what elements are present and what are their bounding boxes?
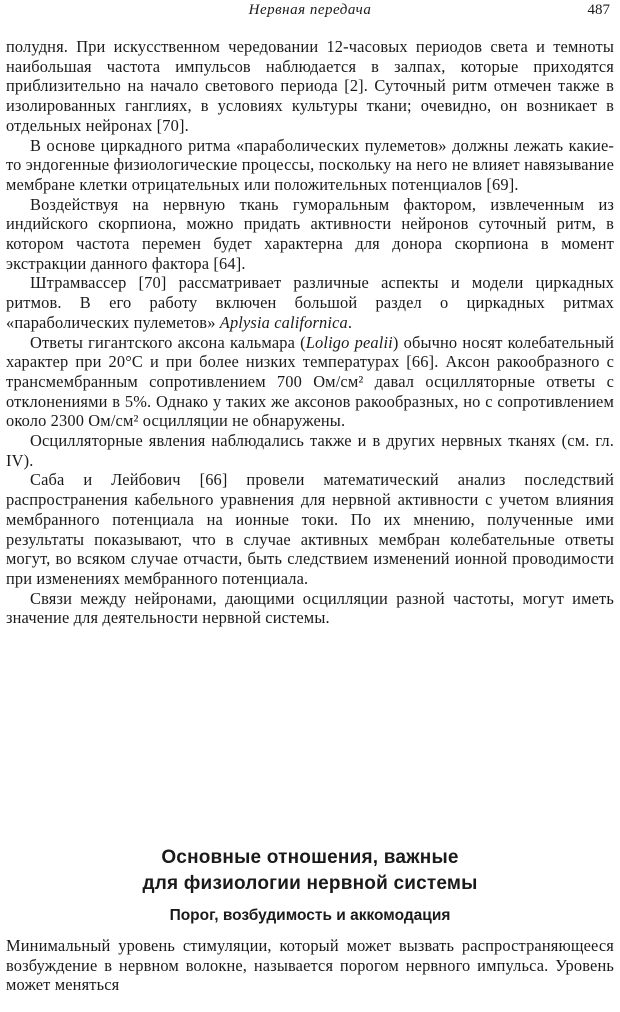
paragraph-5-start: Ответы гигантского аксона кальмара ( [30,332,306,352]
paragraph-6: Осцилляторные явления наблюдались также и в других нервных тканях (см. гл. IV). [6,431,614,470]
section-heading-line-1: Основные отношения, важные [161,847,459,868]
paragraph-7: Саба и Лейбович [66] провели математический анализ последствий распространения кабельного уравнения для нервной активности с учетом влияния мембранного потенциала на ионные токи. По их мнению, полученные ими результаты показывают, что в случае активных мембран колебательные ответы могут, во всяком случае отчасти, быть следствием изменений ионной проводимости при изменениях мембранного потенциала. [6,470,614,588]
running-head [0,2,620,24]
paragraph-5 [6,333,614,432]
paragraph-2: В основе циркадного ритма «параболических пулеметов» должны лежать какие-то эндогенные физиологические процессы, поскольку на него не влияет навязывание мембране клетки отрицательных или положительных потенциалов [69]. [6,135,614,194]
paragraph-4-text: Штрамвассер [70] рассматривает различные аспекты и модели циркадных ритмов. В его работу включен большой раздел о циркадных ритмах «параболических пулеметов» [6,273,614,332]
section-paragraph-1: Минимальный уровень стимуляции, который может вызвать распространяющееся возбуждение в нервном волокне, называется порогом нервного импульса. Уровень может меняться [6,936,614,995]
subsection-heading: Порог, возбудимость и аккомодация [169,907,451,924]
running-title: Нервная передача [248,2,372,18]
species-name-aplysia: Aplysia californica [219,312,348,332]
paragraph-4-end: . [347,312,353,332]
page-number: 487 [587,2,610,18]
paragraph-8: Связи между нейронами, дающими осцилляции разной частоты, могут иметь значение для деятельности нервной системы. [6,588,614,628]
species-name-loligo: Loligo pealii [305,332,393,352]
paragraph-4 [6,273,614,332]
section-heading [0,845,620,897]
paragraph-3: Воздействуя на нервную ткань гуморальным фактором, извлеченным из индийского скорпиона, можно придать активности нейронов суточный ритм, в котором частота перемен будет характерна для донора скорпиона в момент экстракции данного фактора [64]. [6,194,614,273]
section-text [6,936,614,995]
section-heading-line-2: для физиологии нервной системы [142,873,478,894]
paragraph-1: полудня. При искусственном чередовании 12-часовых периодов света и темноты наибольшая частота импульсов наблюдается в залпах, которые приходятся приблизительно на начало светового периода [2]. Суточный ритм отмечен также в изолированных ганглиях, в условиях культуры ткани; очевидно, он возникает в отдельных нейронах [70]. [6,37,614,135]
main-text [6,37,614,628]
paragraph-5-text: ) обычно носят колебательный характер при 20°C и при более низких температурах [66]. Аксон ракообразного с трансмембранным сопротивлением 700 Ом/см² давал осцилляторные ответы с отклонениями в 5%. Однако у таких же аксонов ракообразных, но с сопротивлением около 2300 Ом/см² осцилляции не обнаружены. [6,332,614,431]
